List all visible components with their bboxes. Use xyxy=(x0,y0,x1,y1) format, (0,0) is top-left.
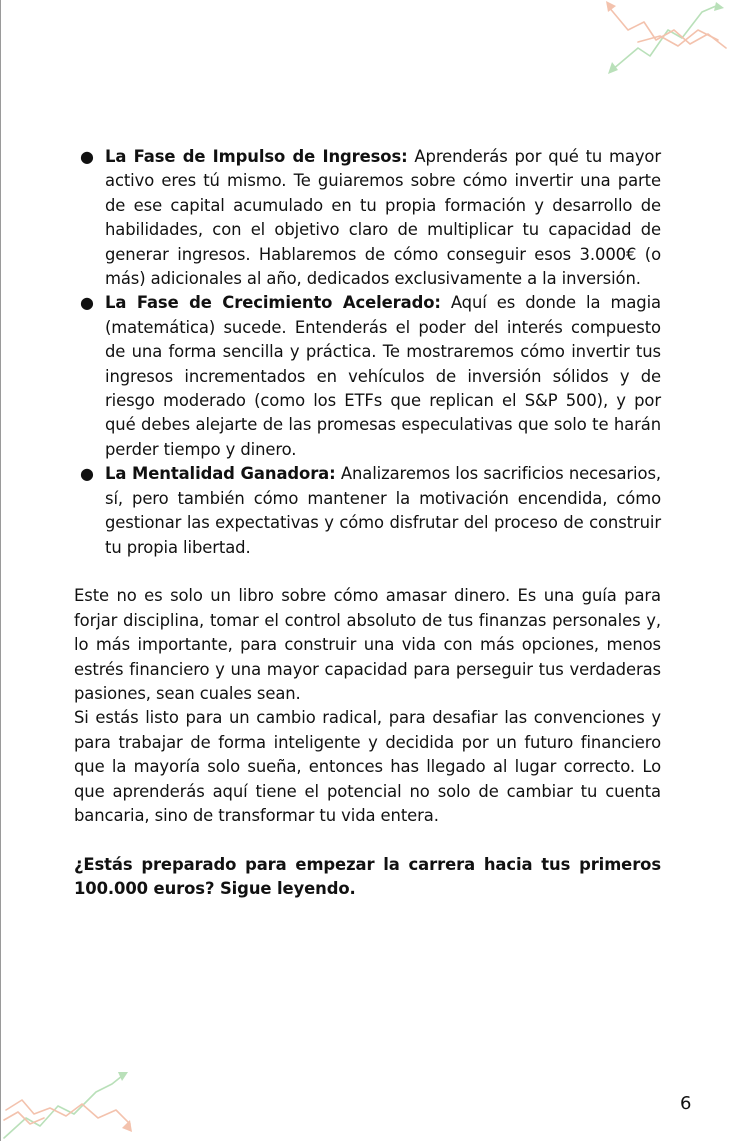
bullet-heading: La Fase de Impulso de Ingresos: xyxy=(105,147,408,166)
trend-arrows-top-icon xyxy=(598,0,731,80)
bullet-text: Analizaremos los sacrificios necesarios, sí, pero también cómo mantener la motivación encendida, cómo gestionar las expectativas y cómo disfrutar del proceso de construir tu propia libertad. xyxy=(105,464,661,557)
bullet-heading: La Fase de Crecimiento Acelerado: xyxy=(105,293,441,313)
spacer xyxy=(74,560,661,584)
bullet-icon: ● xyxy=(80,147,94,166)
closing-statement: ¿Estás preparado para empezar la carrera hacia tus primeros 100.000 euros? Sigue leyendo. xyxy=(74,854,661,899)
page-number: 6 xyxy=(680,1093,692,1114)
bullet-item xyxy=(80,291,661,462)
spacer xyxy=(74,828,661,852)
body-paragraph: Este no es solo un libro sobre cómo amasar dinero. Es una guía para forjar disciplina, tomar el control absoluto de tus finanzas personales y, lo más importante, para construir una vida con más opciones, menos estrés financiero y una mayor capacidad para perseguir tus verdaderas pasiones, sean cuales sean. xyxy=(74,586,661,703)
bullet-heading: La Mentalidad Ganadora: xyxy=(105,464,336,484)
page-edge-line xyxy=(0,0,1,1141)
body-paragraph: Si estás listo para un cambio radical, para desafiar las convenciones y para trabajar de forma inteligente y decidida por un futuro financiero que la mayoría solo sueña, entonces has llegado al lugar correcto. Lo que aprenderás aquí tiene el potencial no solo de cambiar tu cuenta bancaria, sino de transformar tu vida entera. xyxy=(74,708,661,825)
bullet-list xyxy=(74,145,661,560)
trend-arrows-bottom-icon xyxy=(0,1062,135,1141)
bullet-icon: ● xyxy=(80,293,94,313)
bullet-item xyxy=(80,462,661,560)
bullet-text: Aprenderás por qué tu mayor activo eres tú mismo. Te guiaremos sobre cómo invertir una parte de ese capital acumulado en tu propia formación y desarrollo de habilidades, con el objetivo claro de multiplicar tu capacidad de generar ingresos. Hablaremos de cómo conseguir esos 3.000€ (o más) adicionales al año, dedicados exclusivamente a la inversión. xyxy=(105,147,662,289)
bullet-text: Aquí es donde la magia (matemática) sucede. Entenderás el poder del interés compuesto de una forma sencilla y práctica. Te mostraremos cómo invertir tus ingresos incrementados en vehículos de inversión sólidos y de riesgo moderado (como los ETFs que replican el S&P 500), y por qué debes alejarte de las promesas especulativas que solo te harán perder tiempo y dinero. xyxy=(105,293,661,459)
bullet-icon: ● xyxy=(80,464,94,484)
document-body xyxy=(74,145,661,902)
bullet-item xyxy=(80,145,662,291)
